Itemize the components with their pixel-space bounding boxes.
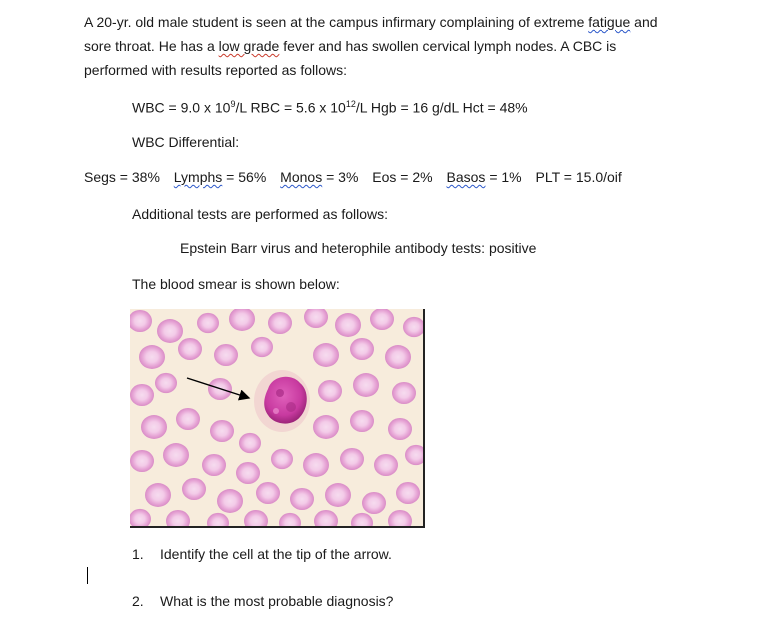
monos-value: Monos = 3% [280,169,359,185]
rbc [163,443,189,467]
smear-label: The blood smear is shown below: [132,276,340,292]
rbc [141,415,167,439]
rbc [388,418,412,440]
rbc [385,345,411,369]
rbc [145,483,171,507]
segs-value: Segs = 38% [84,169,160,185]
rbc [176,408,200,430]
grammar-flag-low-grade[interactable]: low grade [218,38,280,54]
rbc [396,482,420,504]
rbc [392,382,416,404]
rbc [251,337,273,357]
question-1: 1. Identify the cell at the tip of the arrow. [132,546,392,562]
lymphocyte-nucleus [264,377,307,424]
rbc [374,454,398,476]
rbc [313,343,339,367]
rbc [214,344,238,366]
rbc [139,345,165,369]
rbc [370,309,394,330]
rbc [210,420,234,442]
rbc [178,338,202,360]
rbc [271,449,293,469]
blood-smear-image [130,309,425,528]
rbc [313,415,339,439]
eos-value: Eos = 2% [372,169,433,185]
wbc-exponent: 9 [230,99,236,109]
rbc [202,454,226,476]
wbc-differential-label: WBC Differential: [132,134,240,150]
rbc [157,319,183,343]
rbc [256,482,280,504]
rbc [362,492,386,514]
rbc [217,489,243,513]
case-line-2: sore throat. He has a low grade fever and has swollen cervical lymph nodes. A CBC is [84,38,617,54]
rbc [340,448,364,470]
basos-value: Basos = 1% [446,169,522,185]
rbc [335,313,361,337]
rbc [350,410,374,432]
spelling-flag-monos[interactable]: Monos [280,169,323,185]
spelling-flag-fatigue[interactable]: fatigue [588,14,631,30]
ebv-result: Epstein Barr virus and heterophile antibody tests: positive [180,240,537,256]
rbc [130,384,154,406]
rbc [350,338,374,360]
case-line-3: performed with results reported as follows: [84,62,347,78]
plt-value: PLT = 15.0/oif [535,169,622,185]
rbc [303,453,329,477]
blood-smear-drawing [130,309,423,526]
rbc [155,373,177,393]
case-description [84,13,704,85]
rbc [353,373,379,397]
rbc [130,450,154,472]
case-line-1: A 20-yr. old male student is seen at the campus infirmary complaining of extreme fatigue and [84,14,658,30]
additional-tests-label: Additional tests are performed as follows: [132,206,389,222]
cbc-results: WBC = 9.0 x $10^9/L$ RBC = 5.6 x $10^{12}/L$ Hgb = 16 g/dL Hct = 48% [132,99,528,116]
rbc [290,488,314,510]
rbc [236,462,260,484]
rbc [239,433,261,453]
rbc [268,312,292,334]
lymphs-value: Lymphs = 56% [173,169,267,185]
differential-results [84,168,632,186]
text-cursor[interactable] [87,567,88,584]
rbc-exponent: 12 [345,99,356,109]
spelling-flag-basos[interactable]: Basos [446,169,486,185]
question-2: 2. What is the most probable diagnosis? [132,593,394,609]
rbc [325,483,351,507]
rbc [197,313,219,333]
rbc [182,478,206,500]
rbc [318,380,342,402]
spelling-flag-lymphs[interactable]: Lymphs [173,169,223,185]
